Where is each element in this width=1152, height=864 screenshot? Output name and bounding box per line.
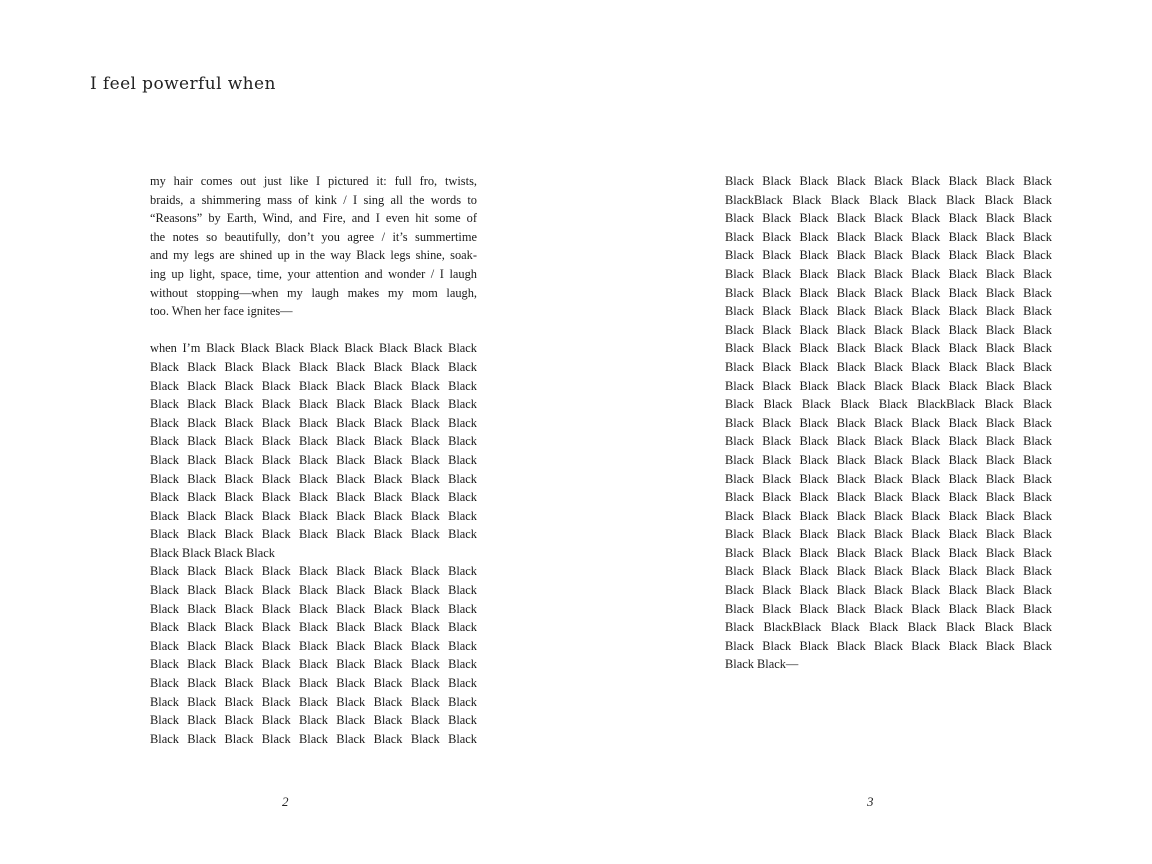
poem-line: Black BlackBlack Black Black Black Black Black Black (725, 620, 1052, 635)
poem-line: without stopping—when my laugh makes my mom laugh, (150, 285, 477, 300)
left-page-text (150, 172, 477, 748)
stanza-one (150, 172, 477, 321)
poem-line: Black Black Black Black Black Black Black Black Black (150, 490, 477, 505)
page-number-right: 3 (867, 794, 874, 809)
stanza-break (150, 321, 477, 340)
poem-line: Black Black Black Black Black Black Black Black Black (725, 304, 1052, 319)
poem-line: Black Black Black Black Black Black Black Black Black (725, 285, 1052, 300)
poem-line: Black Black Black Black Black Black Black Black Black (150, 527, 477, 542)
page-number-left: 2 (282, 794, 289, 809)
poem-line: Black Black— (725, 657, 799, 672)
poem-line: Black Black Black Black Black Black Black Black Black (150, 731, 477, 746)
poem-line: Black Black Black Black Black Black Black Black Black (725, 341, 1052, 356)
poem-line: “Reasons” by Earth, Wind, and Fire, and I even hit some of (150, 211, 477, 226)
poem-line: Black Black Black Black Black Black Black Black Black (150, 378, 477, 393)
poem-line: Black Black Black Black Black Black Black Black Black (725, 266, 1052, 281)
stanza-continued (725, 172, 1052, 674)
poem-line: Black Black Black Black Black Black Black Black Black (150, 694, 477, 709)
poem-line: Black Black Black Black Black Black Black Black Black (725, 434, 1052, 449)
poem-line: Black Black Black Black Black Black Black Black Black (725, 545, 1052, 560)
stanza-two-part-b (150, 562, 477, 748)
poem-line: Black Black Black Black Black Black Black Black Black (725, 638, 1052, 653)
poem-line: Black Black Black Black Black Black Black Black Black (725, 359, 1052, 374)
chapter-title: I feel powerful when (90, 74, 276, 94)
poem-line: Black Black Black Black Black Black Black Black Black (725, 415, 1052, 430)
poem-line: ing up light, space, time, your attention and wonder / I laugh (150, 266, 477, 281)
poem-line: Black Black Black Black Black Black Black Black Black (725, 601, 1052, 616)
poem-line: Black Black Black Black Black Black Black Black Black (725, 527, 1052, 542)
poem-line: Black Black Black Black Black Black Black Black Black (150, 415, 477, 430)
poem-line: Black Black Black Black Black Black Black Black Black (150, 657, 477, 672)
poem-line: Black Black Black Black Black Black Black Black Black (150, 397, 477, 412)
poem-line: and my legs are shined up in the way Black legs shine, soak- (150, 248, 477, 263)
stanza-two-part-a (150, 339, 477, 562)
poem-line: Black Black Black Black Black Black Black Black Black (725, 471, 1052, 486)
poem-line: Black Black Black Black Black Black Black Black Black (725, 508, 1052, 523)
poem-line: Black Black Black Black Black Black Black Black Black (150, 452, 477, 467)
poem-line: Black Black Black Black Black Black Black Black Black (725, 583, 1052, 598)
poem-line: Black Black Black Black Black Black Black Black Black (150, 713, 477, 728)
poem-line: braids, a shimmering mass of kink / I sing all the words to (150, 192, 477, 207)
poem-line: too. When her face ignites— (150, 304, 293, 319)
poem-line: Black Black Black Black Black Black Black Black Black (150, 676, 477, 691)
poem-line: Black Black Black Black Black Black Black Black Black (725, 174, 1052, 188)
poem-line: Black Black Black Black Black Black Black Black Black (150, 583, 477, 598)
poem-line: Black Black Black Black Black Black Black Black Black (725, 490, 1052, 505)
poem-line: the notes so beautifully, don’t you agree / it’s summertime (150, 229, 477, 244)
poem-line: Black Black Black Black Black Black Black Black Black (725, 248, 1052, 263)
poem-line: Black Black Black Black Black Black Black Black Black (725, 564, 1052, 579)
poem-line: Black Black Black Black Black Black Black Black Black (150, 508, 477, 523)
poem-line: Black Black Black Black Black BlackBlack Black Black (725, 397, 1052, 412)
poem-line: Black Black Black Black Black Black Black Black Black (150, 564, 477, 579)
poem-line: my hair comes out just like I pictured it: full fro, twists, (150, 174, 477, 188)
poem-line: Black Black Black Black Black Black Black Black Black (150, 638, 477, 653)
poem-line: Black Black Black Black Black Black Black Black Black (150, 434, 477, 449)
poem-line: Black Black Black Black Black Black Black Black Black (725, 452, 1052, 467)
poem-line: when I’m Black Black Black Black Black Black Black Black (150, 341, 477, 356)
poem-line: Black Black Black Black Black Black Black Black Black (725, 322, 1052, 337)
poem-line: Black Black Black Black Black Black Black Black Black (150, 359, 477, 374)
poem-line: Black Black Black Black Black Black Black Black Black (725, 378, 1052, 393)
poem-line: Black Black Black Black Black Black Black Black Black (725, 211, 1052, 226)
right-page-text (725, 172, 1052, 674)
poem-line: Black Black Black Black Black Black Black Black Black (150, 471, 477, 486)
poem-line: Black Black Black Black (150, 545, 275, 560)
poem-line: Black Black Black Black Black Black Black Black Black (150, 620, 477, 635)
poem-line: Black Black Black Black Black Black Black Black Black (150, 601, 477, 616)
poem-line: BlackBlack Black Black Black Black Black Black Black (725, 192, 1052, 207)
poem-line: Black Black Black Black Black Black Black Black Black (725, 229, 1052, 244)
